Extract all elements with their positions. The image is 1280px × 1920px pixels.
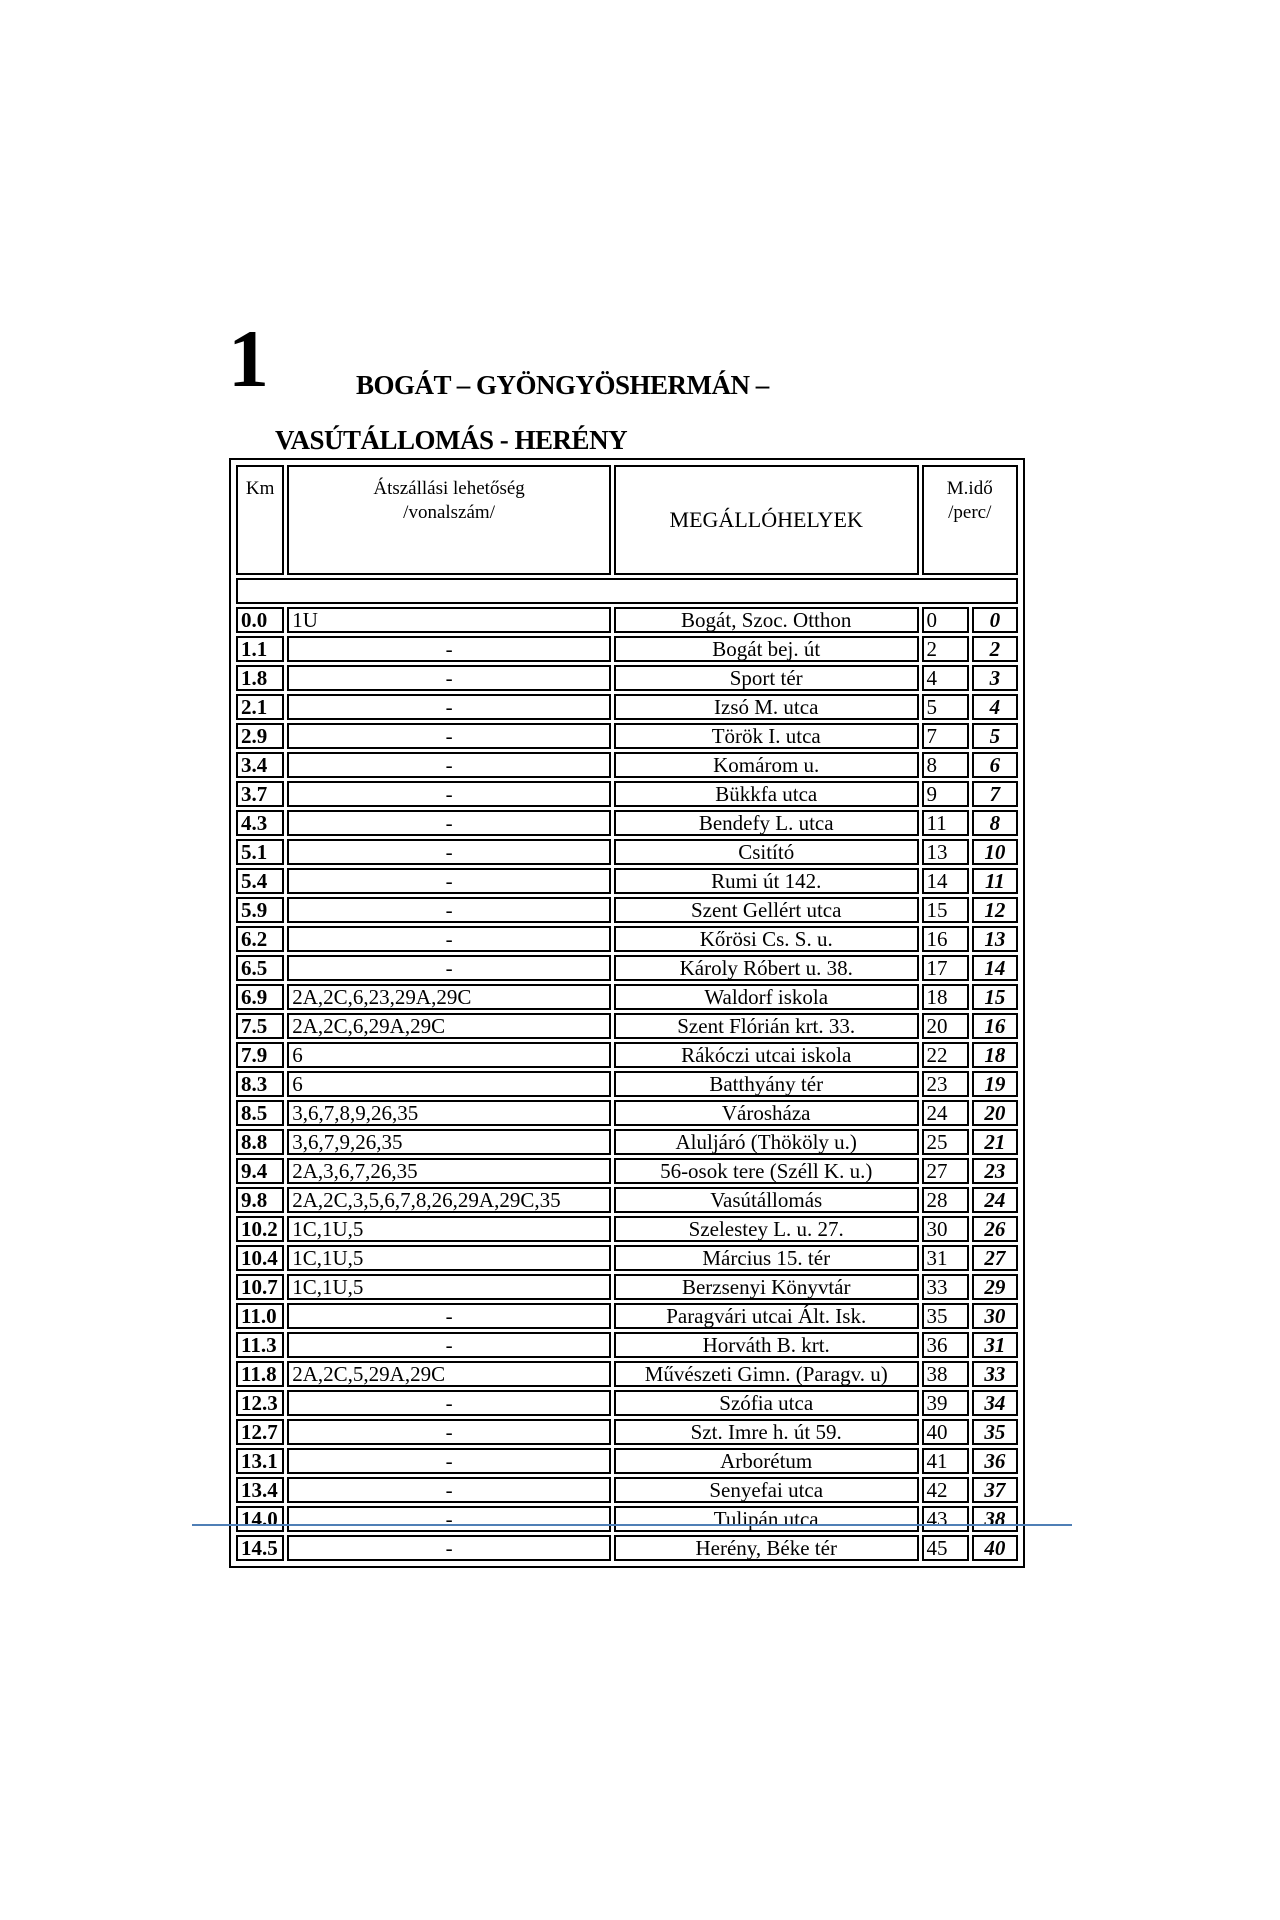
km-cell: 5.4 xyxy=(236,868,284,894)
km-cell: 3.4 xyxy=(236,752,284,778)
alt-travel-time-cell: 0 xyxy=(972,607,1018,633)
travel-time-cell: 9 xyxy=(922,781,969,807)
header-stops: MEGÁLLÓHELYEK xyxy=(614,465,919,575)
header-gap xyxy=(236,578,1018,604)
travel-time-cell: 28 xyxy=(922,1187,969,1213)
stop-name-cell: Sport tér xyxy=(614,665,919,691)
alt-travel-time-cell: 35 xyxy=(972,1419,1018,1445)
km-cell: 1.8 xyxy=(236,665,284,691)
km-cell: 11.0 xyxy=(236,1303,284,1329)
km-cell: 14.5 xyxy=(236,1535,284,1561)
stop-name-cell: Kőrösi Cs. S. u. xyxy=(614,926,919,952)
stop-name-cell: Arborétum xyxy=(614,1448,919,1474)
table-row xyxy=(236,1216,1018,1242)
km-cell: 11.3 xyxy=(236,1332,284,1358)
transfer-cell: - xyxy=(287,1448,611,1474)
km-cell: 13.4 xyxy=(236,1477,284,1503)
alt-travel-time-cell: 23 xyxy=(972,1158,1018,1184)
stop-name-cell: Horváth B. krt. xyxy=(614,1332,919,1358)
transfer-cell: - xyxy=(287,694,611,720)
table-row xyxy=(236,1042,1018,1068)
header-transfer-line-2: /vonalszám/ xyxy=(403,502,495,523)
table-row xyxy=(236,1303,1018,1329)
travel-time-cell: 22 xyxy=(922,1042,969,1068)
transfer-cell: 3,6,7,8,9,26,35 xyxy=(287,1100,611,1126)
alt-travel-time-cell: 3 xyxy=(972,665,1018,691)
km-cell: 7.9 xyxy=(236,1042,284,1068)
km-cell: 13.1 xyxy=(236,1448,284,1474)
alt-travel-time-cell: 20 xyxy=(972,1100,1018,1126)
stop-name-cell: Herény, Béke tér xyxy=(614,1535,919,1561)
transfer-cell: 2A,3,6,7,26,35 xyxy=(287,1158,611,1184)
travel-time-cell: 11 xyxy=(922,810,969,836)
table-row xyxy=(236,1535,1018,1561)
alt-travel-time-cell: 16 xyxy=(972,1013,1018,1039)
alt-travel-time-cell: 8 xyxy=(972,810,1018,836)
table-row xyxy=(236,1506,1018,1532)
stop-name-cell: Szent Gellért utca xyxy=(614,897,919,923)
stop-name-cell: Művészeti Gimn. (Paragv. u) xyxy=(614,1361,919,1387)
transfer-cell: 6 xyxy=(287,1042,611,1068)
table-row xyxy=(236,1419,1018,1445)
travel-time-cell: 41 xyxy=(922,1448,969,1474)
stop-name-cell: Komárom u. xyxy=(614,752,919,778)
travel-time-cell: 7 xyxy=(922,723,969,749)
transfer-cell: - xyxy=(287,868,611,894)
header-time-line-1: M.idő xyxy=(946,478,993,499)
km-cell: 0.0 xyxy=(236,607,284,633)
table-row xyxy=(236,1390,1018,1416)
km-cell: 1.1 xyxy=(236,636,284,662)
alt-travel-time-cell: 37 xyxy=(972,1477,1018,1503)
transfer-cell: - xyxy=(287,1390,611,1416)
alt-travel-time-cell: 26 xyxy=(972,1216,1018,1242)
table-row xyxy=(236,1129,1018,1155)
alt-travel-time-cell: 12 xyxy=(972,897,1018,923)
travel-time-cell: 30 xyxy=(922,1216,969,1242)
alt-travel-time-cell: 15 xyxy=(972,984,1018,1010)
stop-name-cell: Batthyány tér xyxy=(614,1071,919,1097)
alt-travel-time-cell: 33 xyxy=(972,1361,1018,1387)
stop-name-cell: Bogát, Szoc. Otthon xyxy=(614,607,919,633)
transfer-cell: - xyxy=(287,810,611,836)
km-cell: 3.7 xyxy=(236,781,284,807)
alt-travel-time-cell: 40 xyxy=(972,1535,1018,1561)
km-cell: 7.5 xyxy=(236,1013,284,1039)
transfer-cell: - xyxy=(287,723,611,749)
transfer-cell: 1C,1U,5 xyxy=(287,1245,611,1271)
km-cell: 5.9 xyxy=(236,897,284,923)
travel-time-cell: 17 xyxy=(922,955,969,981)
stop-name-cell: 56-osok tere (Széll K. u.) xyxy=(614,1158,919,1184)
alt-travel-time-cell: 4 xyxy=(972,694,1018,720)
transfer-cell: - xyxy=(287,1535,611,1561)
km-cell: 4.3 xyxy=(236,810,284,836)
alt-travel-time-cell: 30 xyxy=(972,1303,1018,1329)
table-row xyxy=(236,1187,1018,1213)
timetable xyxy=(233,462,1021,1564)
timetable-frame xyxy=(229,458,1025,1568)
transfer-cell: - xyxy=(287,781,611,807)
alt-travel-time-cell: 38 xyxy=(972,1506,1018,1532)
travel-time-cell: 35 xyxy=(922,1303,969,1329)
travel-time-cell: 25 xyxy=(922,1129,969,1155)
travel-time-cell: 24 xyxy=(922,1100,969,1126)
travel-time-cell: 33 xyxy=(922,1274,969,1300)
bottom-divider xyxy=(192,1524,1072,1526)
transfer-cell: - xyxy=(287,752,611,778)
table-row xyxy=(236,665,1018,691)
transfer-cell: 2A,2C,3,5,6,7,8,26,29A,29C,35 xyxy=(287,1187,611,1213)
transfer-cell: - xyxy=(287,1303,611,1329)
transfer-cell: - xyxy=(287,1477,611,1503)
travel-time-cell: 5 xyxy=(922,694,969,720)
table-row xyxy=(236,1477,1018,1503)
km-cell: 12.7 xyxy=(236,1419,284,1445)
table-row xyxy=(236,694,1018,720)
table-row xyxy=(236,752,1018,778)
alt-travel-time-cell: 24 xyxy=(972,1187,1018,1213)
km-cell: 10.2 xyxy=(236,1216,284,1242)
stop-name-cell: Rákóczi utcai iskola xyxy=(614,1042,919,1068)
km-cell: 10.7 xyxy=(236,1274,284,1300)
alt-travel-time-cell: 31 xyxy=(972,1332,1018,1358)
km-cell: 6.9 xyxy=(236,984,284,1010)
transfer-cell: - xyxy=(287,636,611,662)
table-row xyxy=(236,926,1018,952)
table-row xyxy=(236,1100,1018,1126)
table-row xyxy=(236,723,1018,749)
alt-travel-time-cell: 29 xyxy=(972,1274,1018,1300)
stop-name-cell: Senyefai utca xyxy=(614,1477,919,1503)
alt-travel-time-cell: 36 xyxy=(972,1448,1018,1474)
travel-time-cell: 16 xyxy=(922,926,969,952)
table-row xyxy=(236,1158,1018,1184)
stop-name-cell: Városháza xyxy=(614,1100,919,1126)
km-cell: 5.1 xyxy=(236,839,284,865)
km-cell: 9.4 xyxy=(236,1158,284,1184)
stop-name-cell: Izsó M. utca xyxy=(614,694,919,720)
stop-name-cell: Károly Róbert u. 38. xyxy=(614,955,919,981)
km-cell: 2.1 xyxy=(236,694,284,720)
km-cell: 14.0 xyxy=(236,1506,284,1532)
alt-travel-time-cell: 7 xyxy=(972,781,1018,807)
header-km: Km xyxy=(236,465,284,575)
travel-time-cell: 4 xyxy=(922,665,969,691)
travel-time-cell: 23 xyxy=(922,1071,969,1097)
table-row xyxy=(236,1274,1018,1300)
stop-name-cell: Szófia utca xyxy=(614,1390,919,1416)
table-row xyxy=(236,868,1018,894)
travel-time-cell: 40 xyxy=(922,1419,969,1445)
km-cell: 11.8 xyxy=(236,1361,284,1387)
alt-travel-time-cell: 2 xyxy=(972,636,1018,662)
stop-name-cell: Aluljáró (Thököly u.) xyxy=(614,1129,919,1155)
stop-name-cell: Csitító xyxy=(614,839,919,865)
alt-travel-time-cell: 14 xyxy=(972,955,1018,981)
route-title-line-1: BOGÁT – GYÖNGYÖSHERMÁN – xyxy=(356,370,769,400)
alt-travel-time-cell: 5 xyxy=(972,723,1018,749)
timetable-body xyxy=(236,607,1018,1561)
stop-name-cell: Szt. Imre h. út 59. xyxy=(614,1419,919,1445)
alt-travel-time-cell: 11 xyxy=(972,868,1018,894)
table-row xyxy=(236,1071,1018,1097)
stop-name-cell: Bogát bej. út xyxy=(614,636,919,662)
alt-travel-time-cell: 21 xyxy=(972,1129,1018,1155)
table-row xyxy=(236,1448,1018,1474)
stop-name-cell: Berzsenyi Könyvtár xyxy=(614,1274,919,1300)
stop-name-cell: Rumi út 142. xyxy=(614,868,919,894)
transfer-cell: 1C,1U,5 xyxy=(287,1216,611,1242)
travel-time-cell: 13 xyxy=(922,839,969,865)
travel-time-cell: 20 xyxy=(922,1013,969,1039)
table-row xyxy=(236,897,1018,923)
travel-time-cell: 45 xyxy=(922,1535,969,1561)
km-cell: 12.3 xyxy=(236,1390,284,1416)
travel-time-cell: 14 xyxy=(922,868,969,894)
stop-name-cell: Március 15. tér xyxy=(614,1245,919,1271)
stop-name-cell: Bendefy L. utca xyxy=(614,810,919,836)
route-title-line-2: VASÚTÁLLOMÁS - HERÉNY xyxy=(275,425,628,455)
table-row xyxy=(236,1361,1018,1387)
travel-time-cell: 36 xyxy=(922,1332,969,1358)
header-row xyxy=(236,465,1018,575)
km-cell: 8.8 xyxy=(236,1129,284,1155)
transfer-cell: - xyxy=(287,1419,611,1445)
km-cell: 6.2 xyxy=(236,926,284,952)
transfer-cell: - xyxy=(287,665,611,691)
header-transfer-line-1: Átszállási lehetőség xyxy=(373,478,525,499)
alt-travel-time-cell: 19 xyxy=(972,1071,1018,1097)
stop-name-cell: Török I. utca xyxy=(614,723,919,749)
table-row xyxy=(236,839,1018,865)
table-row xyxy=(236,810,1018,836)
km-cell: 2.9 xyxy=(236,723,284,749)
table-row xyxy=(236,1013,1018,1039)
stop-name-cell: Vasútállomás xyxy=(614,1187,919,1213)
km-cell: 9.8 xyxy=(236,1187,284,1213)
alt-travel-time-cell: 10 xyxy=(972,839,1018,865)
travel-time-cell: 38 xyxy=(922,1361,969,1387)
transfer-cell: 2A,2C,6,29A,29C xyxy=(287,1013,611,1039)
alt-travel-time-cell: 13 xyxy=(972,926,1018,952)
travel-time-cell: 18 xyxy=(922,984,969,1010)
travel-time-cell: 31 xyxy=(922,1245,969,1271)
travel-time-cell: 43 xyxy=(922,1506,969,1532)
header-time xyxy=(922,465,1019,575)
transfer-cell: 2A,2C,6,23,29A,29C xyxy=(287,984,611,1010)
header-transfer xyxy=(287,465,611,575)
travel-time-cell: 39 xyxy=(922,1390,969,1416)
km-cell: 10.4 xyxy=(236,1245,284,1271)
travel-time-cell: 8 xyxy=(922,752,969,778)
travel-time-cell: 0 xyxy=(922,607,969,633)
stop-name-cell: Bükkfa utca xyxy=(614,781,919,807)
transfer-cell: - xyxy=(287,1332,611,1358)
table-row xyxy=(236,607,1018,633)
transfer-cell: 2A,2C,5,29A,29C xyxy=(287,1361,611,1387)
travel-time-cell: 42 xyxy=(922,1477,969,1503)
stop-name-cell: Waldorf iskola xyxy=(614,984,919,1010)
transfer-cell: 1U xyxy=(287,607,611,633)
table-row xyxy=(236,781,1018,807)
transfer-cell: - xyxy=(287,839,611,865)
alt-travel-time-cell: 34 xyxy=(972,1390,1018,1416)
km-cell: 6.5 xyxy=(236,955,284,981)
stop-name-cell: Szent Flórián krt. 33. xyxy=(614,1013,919,1039)
alt-travel-time-cell: 6 xyxy=(972,752,1018,778)
alt-travel-time-cell: 18 xyxy=(972,1042,1018,1068)
alt-travel-time-cell: 27 xyxy=(972,1245,1018,1271)
table-row xyxy=(236,1332,1018,1358)
travel-time-cell: 2 xyxy=(922,636,969,662)
stop-name-cell: Szelestey L. u. 27. xyxy=(614,1216,919,1242)
km-cell: 8.5 xyxy=(236,1100,284,1126)
travel-time-cell: 27 xyxy=(922,1158,969,1184)
travel-time-cell: 15 xyxy=(922,897,969,923)
transfer-cell: - xyxy=(287,926,611,952)
route-number: 1 xyxy=(228,313,269,404)
km-cell: 8.3 xyxy=(236,1071,284,1097)
transfer-cell: 6 xyxy=(287,1071,611,1097)
table-row xyxy=(236,984,1018,1010)
stop-name-cell: Tulipán utca xyxy=(614,1506,919,1532)
table-row xyxy=(236,955,1018,981)
transfer-cell: 3,6,7,9,26,35 xyxy=(287,1129,611,1155)
table-row xyxy=(236,636,1018,662)
transfer-cell: - xyxy=(287,955,611,981)
header-time-line-2: /perc/ xyxy=(948,502,992,523)
table-row xyxy=(236,1245,1018,1271)
transfer-cell: - xyxy=(287,1506,611,1532)
transfer-cell: - xyxy=(287,897,611,923)
transfer-cell: 1C,1U,5 xyxy=(287,1274,611,1300)
stop-name-cell: Paragvári utcai Ált. Isk. xyxy=(614,1303,919,1329)
